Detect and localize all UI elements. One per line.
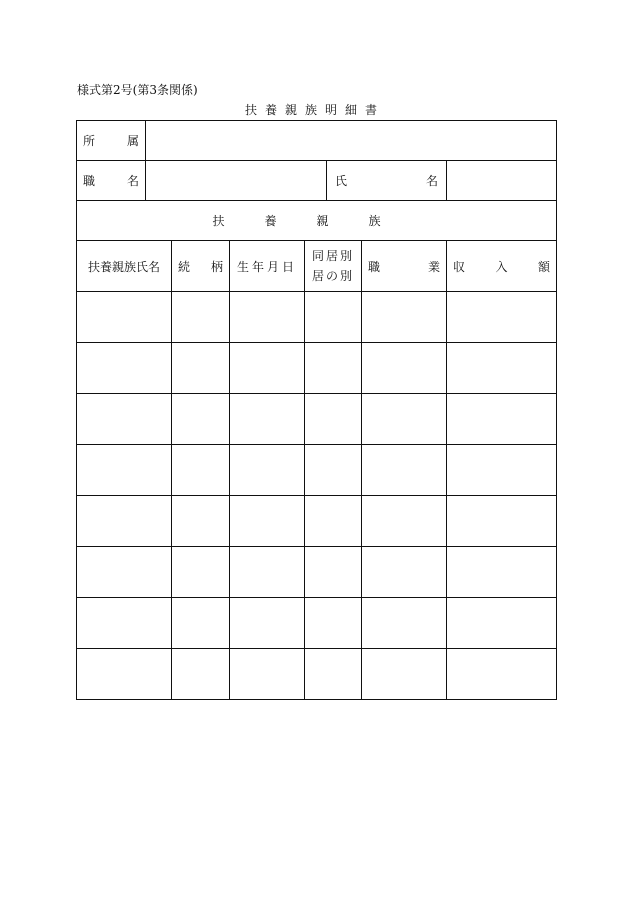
- cell-birth-date[interactable]: [230, 445, 305, 496]
- cell-relation[interactable]: [172, 292, 230, 343]
- cell-cohabitation[interactable]: [305, 343, 362, 394]
- table-row: [77, 496, 557, 547]
- cell-income[interactable]: [447, 598, 557, 649]
- cell-relation[interactable]: [172, 343, 230, 394]
- cell-occupation[interactable]: [362, 292, 447, 343]
- cell-occupation[interactable]: [362, 547, 447, 598]
- cell-cohabitation[interactable]: [305, 445, 362, 496]
- table-row: [77, 598, 557, 649]
- cell-birth-date[interactable]: [230, 496, 305, 547]
- table-row: [77, 292, 557, 343]
- affiliation-field[interactable]: [146, 121, 557, 161]
- cell-birth-date[interactable]: [230, 547, 305, 598]
- col-cohabitation: 同居別 居の別: [305, 241, 362, 292]
- table-row: [77, 649, 557, 700]
- affiliation-row: [77, 121, 557, 161]
- cell-relation[interactable]: [172, 547, 230, 598]
- cell-birth-date[interactable]: [230, 394, 305, 445]
- cell-relation[interactable]: [172, 649, 230, 700]
- column-header-row: [77, 241, 557, 292]
- cell-relation[interactable]: [172, 445, 230, 496]
- col-dependent-name: 扶養親族氏名: [77, 241, 172, 292]
- cell-cohabitation[interactable]: [305, 547, 362, 598]
- table-row: [77, 343, 557, 394]
- cell-birth-date[interactable]: [230, 292, 305, 343]
- cell-dependent-name[interactable]: [77, 649, 172, 700]
- cell-income[interactable]: [447, 292, 557, 343]
- cell-income[interactable]: [447, 547, 557, 598]
- cell-dependent-name[interactable]: [77, 445, 172, 496]
- cell-cohabitation[interactable]: [305, 292, 362, 343]
- table-row: [77, 394, 557, 445]
- table-row: [77, 445, 557, 496]
- cell-relation[interactable]: [172, 598, 230, 649]
- cell-income[interactable]: [447, 445, 557, 496]
- cell-occupation[interactable]: [362, 445, 447, 496]
- cell-cohabitation[interactable]: [305, 598, 362, 649]
- cell-dependent-name[interactable]: [77, 343, 172, 394]
- position-field[interactable]: [146, 161, 327, 201]
- cell-relation[interactable]: [172, 394, 230, 445]
- cell-cohabitation[interactable]: [305, 496, 362, 547]
- cell-cohabitation[interactable]: [305, 394, 362, 445]
- cell-dependent-name[interactable]: [77, 496, 172, 547]
- name-field[interactable]: [447, 161, 557, 201]
- position-name-row: [77, 161, 557, 201]
- col-relation: 続 柄: [172, 241, 230, 292]
- col-occupation: 職 業: [362, 241, 447, 292]
- col-birth-date: 生年月日: [230, 241, 305, 292]
- form-number: 様式第2号(第3条関係): [77, 83, 198, 97]
- cell-birth-date[interactable]: [230, 649, 305, 700]
- cell-dependent-name[interactable]: [77, 598, 172, 649]
- document-title: 扶養親族明細書: [244, 103, 385, 117]
- col-income: 収 入 額: [447, 241, 557, 292]
- cell-occupation[interactable]: [362, 649, 447, 700]
- cell-income[interactable]: [447, 394, 557, 445]
- cell-dependent-name[interactable]: [77, 394, 172, 445]
- cell-occupation[interactable]: [362, 598, 447, 649]
- cell-income[interactable]: [447, 496, 557, 547]
- cell-dependent-name[interactable]: [77, 292, 172, 343]
- section-title-row: [77, 201, 557, 241]
- cell-occupation[interactable]: [362, 343, 447, 394]
- cell-occupation[interactable]: [362, 496, 447, 547]
- affiliation-label: 所 属: [77, 121, 146, 161]
- dependents-form-table: [76, 120, 557, 700]
- section-title: 扶養親族: [77, 201, 557, 241]
- cell-income[interactable]: [447, 649, 557, 700]
- cell-relation[interactable]: [172, 496, 230, 547]
- cell-income[interactable]: [447, 343, 557, 394]
- cell-dependent-name[interactable]: [77, 547, 172, 598]
- name-label: 氏 名: [327, 161, 447, 201]
- cell-occupation[interactable]: [362, 394, 447, 445]
- cell-cohabitation[interactable]: [305, 649, 362, 700]
- position-label: 職 名: [77, 161, 146, 201]
- table-row: [77, 547, 557, 598]
- cell-birth-date[interactable]: [230, 343, 305, 394]
- cell-birth-date[interactable]: [230, 598, 305, 649]
